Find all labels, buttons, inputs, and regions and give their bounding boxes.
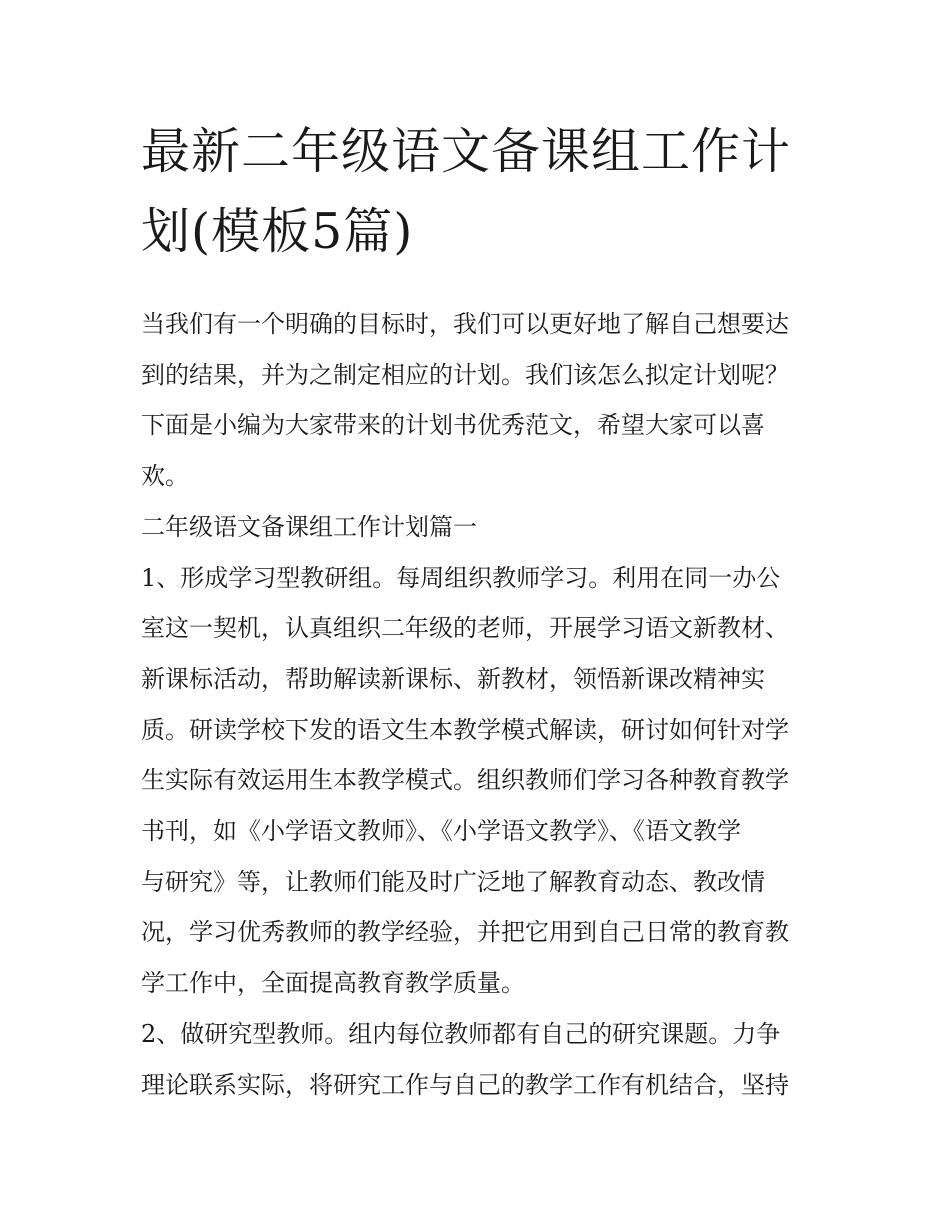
- text-line: 书刊，如《小学语文教师》、《小学语文教学》、《语文教学: [141, 817, 741, 846]
- document-title: [141, 112, 813, 272]
- text-line: 2、做研究型教师。组内每位教师都有自己的研究课题。力争: [141, 1019, 781, 1048]
- intro-paragraph: [141, 299, 813, 502]
- text-line: 室这一契机，认真组织二年级的老师，开展学习语文新教材、: [141, 614, 789, 643]
- section-heading: 二年级语文备课组工作计划篇一: [141, 512, 477, 541]
- text-line: 况，学习优秀教师的教学经验，并把它用到自己日常的教育教: [141, 918, 789, 947]
- title-line: 划(模板5篇): [141, 203, 414, 260]
- text-line: 新课标活动，帮助解读新课标、新教材，领悟新课改精神实: [141, 664, 765, 693]
- text-line: 到的结果，并为之制定相应的计划。我们该怎么拟定计划呢？: [141, 360, 789, 389]
- text-line: 当我们有一个明确的目标时，我们可以更好地了解自己想要达: [141, 310, 789, 338]
- text-line: 欢。: [141, 462, 189, 491]
- text-line: 1、形成学习型教研组。每周组织教师学习。利用在同一办公: [141, 563, 781, 592]
- text-line: 理论联系实际，将研究工作与自己的教学工作有机结合，坚持: [141, 1070, 789, 1099]
- item-2-paragraph: [141, 1009, 813, 1110]
- text-line: 学工作中，全面提高教育教学质量。: [141, 969, 525, 998]
- item-1-paragraph: [141, 553, 813, 1009]
- text-line: 下面是小编为大家带来的计划书优秀范文，希望大家可以喜: [141, 411, 765, 440]
- title-line: 最新二年级语文备课组工作计: [141, 123, 792, 180]
- text-line: 生实际有效运用生本教学模式。组织教师们学习各种教育教学: [141, 766, 789, 795]
- document-body: [141, 299, 813, 1110]
- text-line: 与研究》等，让教师们能及时广泛地了解教育动态、教改情: [141, 867, 765, 896]
- text-line: 质。研读学校下发的语文生本教学模式解读，研讨如何针对学: [141, 715, 789, 744]
- document-page: [141, 112, 813, 1110]
